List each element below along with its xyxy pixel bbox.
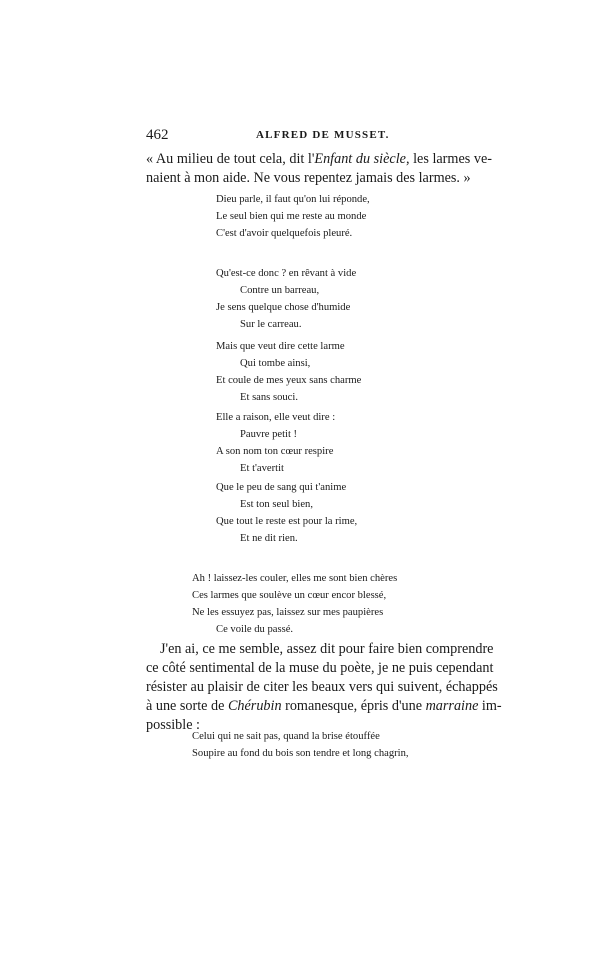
intro-line-2: naient à mon aide. Ne vous repentez jamais des larmes. » bbox=[146, 170, 471, 186]
verse-line: Ce voile du passé. bbox=[216, 624, 294, 635]
verse-stanza-6 bbox=[192, 570, 397, 638]
verse-line: C'est d'avoir quelquefois pleuré. bbox=[216, 228, 353, 239]
verse-line: Est ton seul bien, bbox=[240, 499, 313, 510]
verse-line: Mais que veut dire cette larme bbox=[216, 341, 345, 352]
page-header bbox=[146, 127, 490, 147]
commentary-line-1: J'en ai, ce me semble, assez dit pour faire bien comprendre bbox=[160, 641, 494, 657]
page-number: 462 bbox=[146, 127, 169, 143]
commentary-line-2: ce côté sentimental de la muse du poète, je ne puis cependant bbox=[146, 660, 494, 676]
italic-term-cherubin: Chérubin bbox=[227, 698, 282, 714]
verse-stanza-1 bbox=[216, 191, 370, 242]
verse-stanza-2 bbox=[216, 265, 356, 333]
commentary-line-5: possible : bbox=[146, 717, 200, 733]
work-title: Enfant du siècle bbox=[314, 151, 406, 167]
verse-line: Pauvre petit ! bbox=[240, 429, 298, 440]
intro-paragraph bbox=[146, 150, 492, 188]
intro-line-1: « Au milieu de tout cela, dit l'Enfant du siècle, les larmes ve- bbox=[146, 151, 492, 167]
commentary-line-4: à une sorte de Chérubin romanesque, épris d'une marraine im- bbox=[146, 698, 502, 714]
verse-stanza-3 bbox=[216, 338, 361, 406]
verse-line: Soupire au fond du bois son tendre et long chagrin, bbox=[192, 748, 409, 759]
verse-stanza-4 bbox=[216, 409, 335, 477]
verse-line: Que tout le reste est pour la rime, bbox=[216, 516, 358, 527]
verse-line: Que le peu de sang qui t'anime bbox=[216, 482, 347, 493]
verse-line: Sur le carreau. bbox=[240, 319, 302, 330]
verse-line: Et t'avertit bbox=[240, 463, 284, 474]
verse-stanza-5 bbox=[216, 479, 357, 547]
verse-line: Dieu parle, il faut qu'on lui réponde, bbox=[216, 194, 370, 205]
verse-line: Et ne dit rien. bbox=[240, 533, 298, 544]
verse-line: Qu'est-ce donc ? en rêvant à vide bbox=[216, 268, 357, 279]
verse-line: Et sans souci. bbox=[240, 392, 298, 403]
verse-stanza-7 bbox=[192, 728, 409, 762]
verse-line: A son nom ton cœur respire bbox=[216, 446, 334, 457]
verse-line: Je sens quelque chose d'humide bbox=[216, 302, 351, 313]
verse-line: Qui tombe ainsi, bbox=[240, 358, 311, 369]
running-title: ALFRED DE MUSSET. bbox=[256, 129, 390, 141]
verse-line: Le seul bien qui me reste au monde bbox=[216, 211, 367, 222]
italic-term-marraine: marraine bbox=[425, 698, 479, 714]
commentary-paragraph bbox=[146, 640, 502, 735]
verse-line: Elle a raison, elle veut dire : bbox=[216, 412, 336, 423]
verse-line: Celui qui ne sait pas, quand la brise étouffée bbox=[192, 731, 380, 742]
verse-line: Ces larmes que soulève un cœur encor blessé, bbox=[192, 590, 387, 601]
verse-line: Contre un barreau, bbox=[240, 285, 320, 296]
verse-line: Ah ! laissez-les couler, elles me sont bien chères bbox=[192, 573, 398, 584]
verse-line: Ne les essuyez pas, laissez sur mes paupières bbox=[192, 607, 384, 618]
commentary-line-3: résister au plaisir de citer les beaux vers qui suivent, échappés bbox=[146, 679, 498, 695]
verse-line: Et coule de mes yeux sans charme bbox=[216, 375, 362, 386]
